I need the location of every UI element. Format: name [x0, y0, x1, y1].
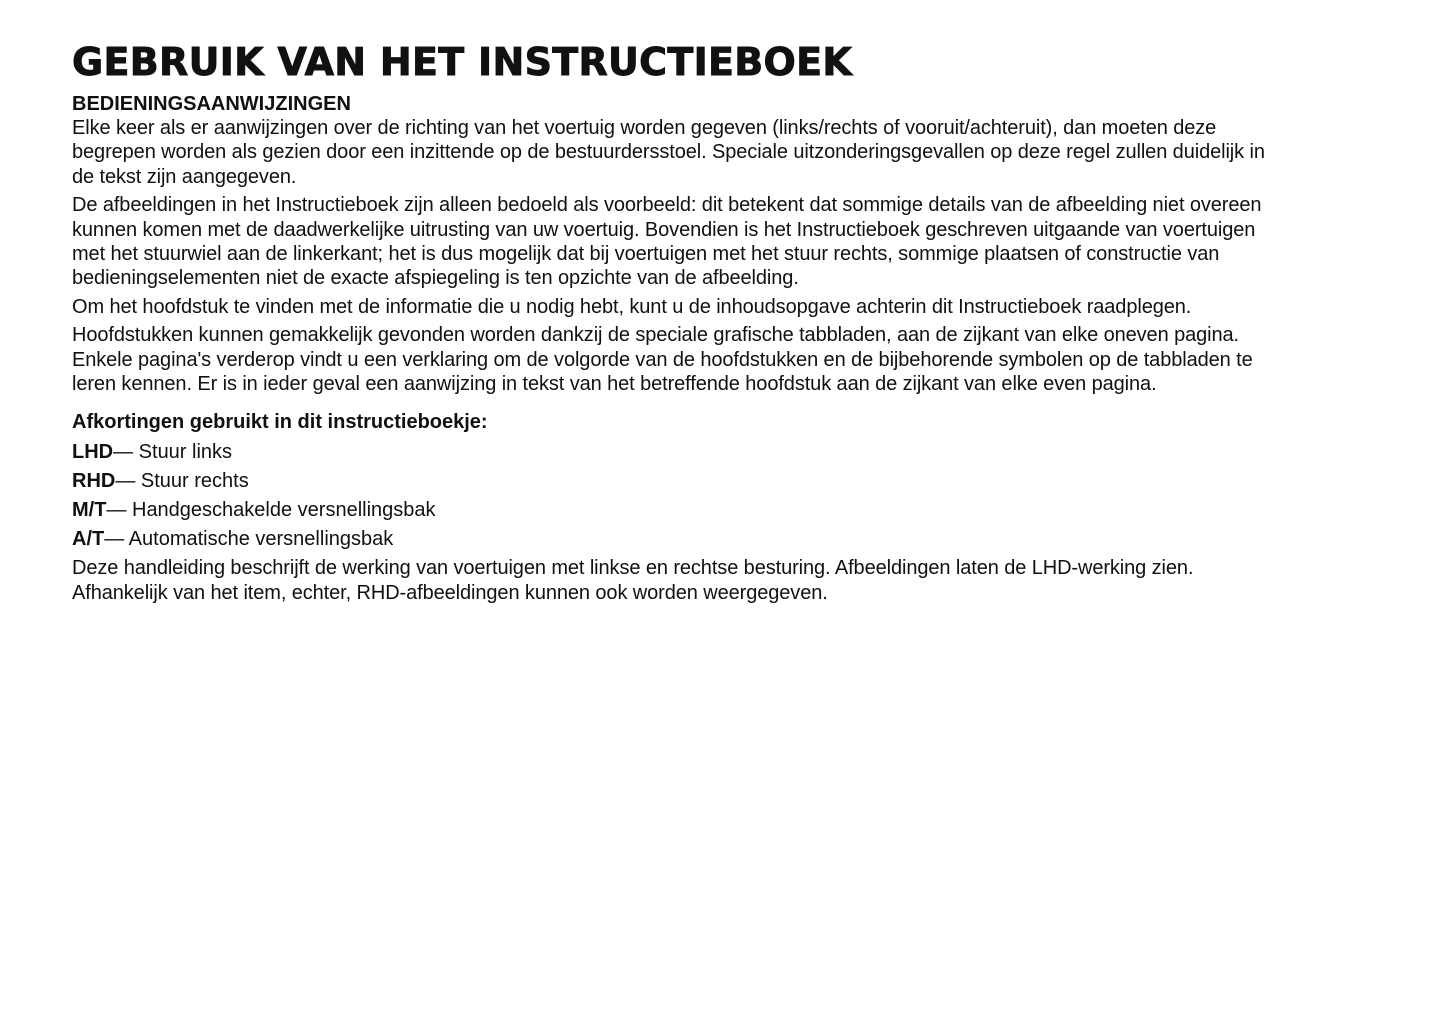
paragraph-illustrations: De afbeeldingen in het Instructieboek zijn alleen bedoeld als voorbeeld: dit betekent dat sommige details van de afbeelding niet overeen kunnen komen met de daadwerkelijke uitrusting van uw voertuig. Bovendien is het Instructieboek geschreven uitgaande van voertuigen met het stuurwiel aan de linkerkant; het is dus mogelijk dat bij voertuigen met het stuur rechts, sommige plaatsen of constructie van bedieningselementen niet de exacte afspiegeling is ten opzichte van de afbeelding. — [72, 194, 1262, 290]
abbreviation-description: — Automatische versnellingsbak — [104, 528, 394, 551]
abbreviation-code: LHD — [72, 441, 114, 464]
page-title: GEBRUIK VAN HET INSTRUCTIEBOEK — [72, 40, 853, 84]
abbreviation-item — [72, 527, 1272, 551]
abbreviation-code: A/T — [72, 528, 105, 551]
section-heading: BEDIENINGSAANWIJZINGEN — [72, 93, 351, 115]
abbreviation-item — [72, 498, 1272, 522]
abbreviations-heading: Afkortingen gebruikt in dit instructieboekje: — [72, 411, 488, 434]
paragraph-contents: Om het hoofdstuk te vinden met de informatie die u nodig hebt, kunt u de inhoudsopgave achterin dit Instructieboek raadplegen. — [72, 295, 1192, 318]
abbreviation-description: — Stuur rechts — [115, 470, 249, 493]
abbreviation-code: M/T — [72, 499, 107, 522]
abbreviation-item — [72, 469, 1272, 493]
paragraph-direction: Elke keer als er aanwijzingen over de richting van het voertuig worden gegeven (links/rechts of vooruit/achteruit), dan moeten deze begrepen worden als gezien door een inzittende op de bestuurdersstoel. Speciale uitzonderingsgevallen op deze regel zullen duidelijk in de tekst zijn aangegeven. — [72, 117, 1265, 188]
document-page — [72, 40, 1272, 609]
abbreviation-item — [72, 440, 1272, 464]
abbreviation-description: — Handgeschakelde versnellingsbak — [106, 499, 436, 522]
abbreviation-list — [72, 440, 1272, 551]
paragraph-closing: Deze handleiding beschrijft de werking van voertuigen met linkse en rechtse besturing. Afbeeldingen laten de LHD-werking zien. Afhankelijk van het item, echter, RHD-afbeeldingen kunnen ook worden weergegeven. — [72, 557, 1194, 604]
abbreviation-code: RHD — [72, 470, 116, 493]
abbreviation-description: — Stuur links — [113, 441, 233, 464]
paragraph-tabs: Hoofdstukken kunnen gemakkelijk gevonden worden dankzij de speciale grafische tabbladen, aan de zijkant van elke oneven pagina. Enkele pagina's verderop vindt u een verklaring om de volgorde van de hoofdstukken en de bijbehorende symbolen op de tabbladen te leren kennen. Er is in ieder geval een aanwijzing in tekst van het betreffende hoofdstuk aan de zijkant van elke even pagina. — [72, 324, 1253, 396]
